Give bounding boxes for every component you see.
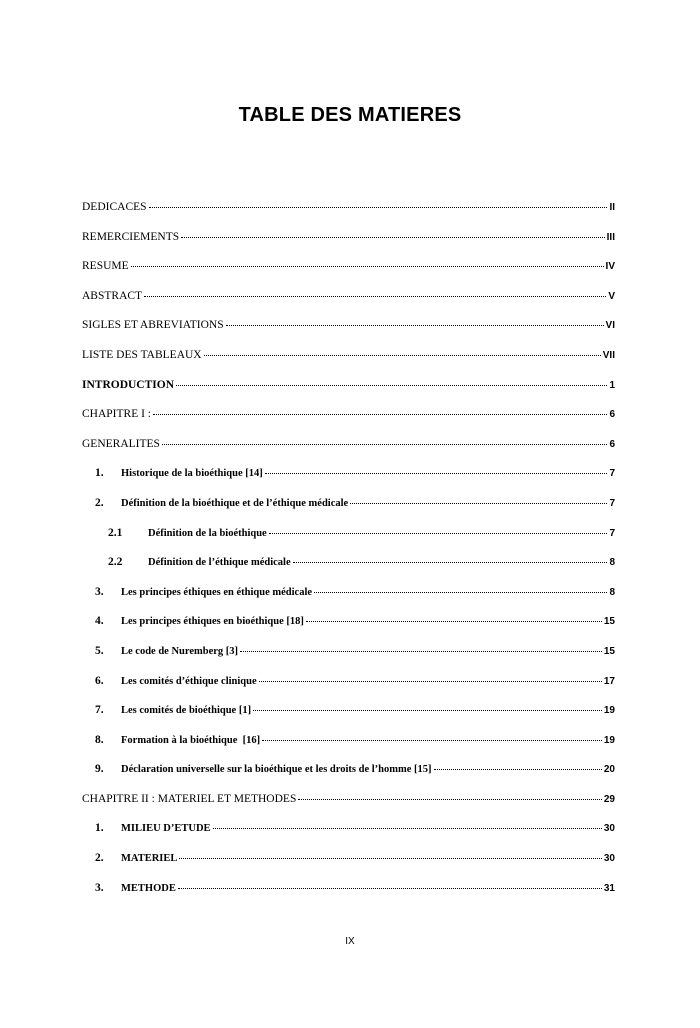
toc-entry-page: 15	[603, 645, 615, 657]
dot-leader	[314, 592, 607, 593]
dot-leader	[253, 710, 602, 711]
toc-entry[interactable]	[82, 675, 615, 705]
dot-leader	[265, 473, 608, 474]
toc-entry-page: 20	[603, 764, 615, 776]
toc-entry[interactable]	[82, 734, 615, 764]
toc-entry[interactable]	[82, 645, 615, 675]
toc-entry-label: CHAPITRE I :	[82, 408, 151, 421]
toc-entry-page: 6	[609, 409, 615, 421]
toc-entry[interactable]	[82, 408, 615, 438]
toc-entry-label: Déclaration universelle sur la bioéthique et les droits de l’homme [15]	[121, 764, 432, 776]
toc-entry[interactable]	[82, 527, 615, 557]
toc-entry-label: SIGLES ET ABREVIATIONS	[82, 319, 224, 332]
toc-entry-number: 2.	[95, 496, 104, 509]
toc-entry-label: MILIEU D’ETUDE	[121, 823, 211, 835]
toc-entry[interactable]	[82, 260, 615, 290]
toc-entry[interactable]	[82, 793, 615, 823]
toc-entry-label: INTRODUCTION	[82, 378, 175, 391]
dot-leader	[213, 828, 602, 829]
toc-entry-label: Les principes éthiques en bioéthique [18]	[121, 616, 304, 628]
toc-entry-label: LISTE DES TABLEAUX	[82, 348, 202, 361]
toc-entry[interactable]	[82, 763, 615, 793]
toc-entry-label: REMERCIEMENTS	[82, 230, 180, 243]
toc-entry-page: VII	[602, 349, 615, 361]
toc-entry[interactable]	[82, 467, 615, 497]
toc-entry[interactable]	[82, 349, 615, 379]
toc-entry-number: 1.	[95, 822, 104, 835]
toc-entry[interactable]	[82, 852, 615, 882]
toc-entry-label: Définition de l’éthique médicale	[148, 557, 291, 569]
toc-entry[interactable]	[82, 319, 615, 349]
toc-entry[interactable]	[82, 586, 615, 616]
toc-entry-label: Définition de la bioéthique et de l’éthique médicale	[121, 497, 349, 509]
toc-entry-page: 19	[603, 705, 615, 717]
toc-entry-page: VI	[605, 320, 615, 332]
toc-entry[interactable]	[82, 379, 615, 409]
toc-entry-page: 7	[609, 468, 615, 480]
page-title: TABLE DES MATIERES	[238, 104, 462, 126]
table-of-contents	[82, 201, 615, 911]
toc-entry[interactable]	[82, 497, 615, 527]
toc-entry-label: DEDICACES	[82, 201, 147, 213]
toc-entry-label: Les comités de bioéthique [1]	[121, 705, 252, 717]
toc-entry[interactable]	[82, 201, 615, 231]
toc-entry-number: 3.	[95, 585, 104, 598]
dot-leader	[269, 533, 608, 534]
toc-entry-label: RESUME	[82, 260, 129, 273]
toc-entry-number: 2.1	[108, 526, 123, 539]
toc-entry-page: 6	[609, 438, 615, 450]
dot-leader	[149, 207, 608, 208]
dot-leader	[204, 355, 601, 356]
toc-entry-page: 8	[609, 557, 615, 569]
dot-leader	[306, 621, 602, 622]
dot-leader	[176, 385, 607, 386]
dot-leader	[131, 266, 604, 267]
toc-entry-number: 9.	[95, 763, 104, 776]
dot-leader	[262, 740, 602, 741]
toc-entry[interactable]	[82, 438, 615, 468]
toc-entry-page: III	[606, 231, 615, 243]
toc-entry-page: IV	[605, 261, 615, 273]
toc-entry-label: Les principes éthiques en éthique médicale	[121, 586, 313, 598]
toc-entry-label: METHODE	[121, 882, 176, 894]
toc-entry-label: Historique de la bioéthique [14]	[121, 468, 263, 480]
toc-entry-label: Les comités d’éthique clinique	[121, 675, 257, 687]
toc-entry[interactable]	[82, 290, 615, 320]
toc-entry-label: Formation à la bioéthique [16]	[121, 734, 261, 746]
toc-entry-page: II	[609, 202, 615, 213]
dot-leader	[144, 296, 606, 297]
dot-leader	[226, 325, 604, 326]
toc-entry[interactable]	[82, 704, 615, 734]
toc-entry-number: 7.	[95, 704, 104, 717]
toc-entry[interactable]	[82, 882, 615, 912]
toc-entry-page: 17	[603, 675, 615, 687]
toc-entry-number: 2.	[95, 852, 104, 865]
toc-entry-label: MATERIEL	[121, 853, 178, 865]
dot-leader	[240, 651, 602, 652]
dot-leader	[293, 562, 608, 563]
toc-entry-label: Définition de la bioéthique	[148, 527, 267, 539]
dot-leader	[259, 681, 602, 682]
toc-entry-number: 3.	[95, 881, 104, 894]
dot-leader	[153, 414, 607, 415]
toc-entry-number: 8.	[95, 733, 104, 746]
dot-leader	[179, 858, 601, 859]
toc-entry-page: 30	[603, 823, 615, 835]
toc-entry-page: 30	[603, 853, 615, 865]
toc-entry-page: 31	[603, 882, 615, 894]
toc-entry-number: 6.	[95, 674, 104, 687]
dot-leader	[434, 769, 602, 770]
page-number: IX	[345, 936, 355, 947]
toc-entry-number: 1.	[95, 467, 104, 480]
toc-entry-page: 7	[609, 527, 615, 539]
toc-entry-label: GENERALITES	[82, 437, 160, 450]
toc-entry-label: ABSTRACT	[82, 289, 143, 302]
toc-entry-page: 19	[603, 734, 615, 746]
dot-leader	[178, 888, 602, 889]
toc-entry-page: 1	[609, 379, 615, 391]
toc-entry-number: 5.	[95, 644, 104, 657]
dot-leader	[162, 444, 608, 445]
toc-entry[interactable]	[82, 556, 615, 586]
toc-entry[interactable]	[82, 231, 615, 261]
toc-entry-label: Le code de Nuremberg [3]	[121, 645, 239, 657]
toc-entry-page: 29	[603, 793, 615, 805]
toc-entry-number: 4.	[95, 615, 104, 628]
toc-entry-page: 15	[603, 616, 615, 628]
toc-entry-page: V	[608, 290, 615, 302]
toc-entry[interactable]	[82, 615, 615, 645]
toc-entry-page: 7	[609, 497, 615, 509]
toc-entry-label: CHAPITRE II : MATERIEL ET METHODES	[82, 792, 297, 805]
dot-leader	[350, 503, 607, 504]
dot-leader	[298, 799, 602, 800]
toc-entry-page: 8	[609, 586, 615, 598]
toc-entry-number: 2.2	[108, 556, 123, 569]
toc-entry[interactable]	[82, 822, 615, 852]
dot-leader	[181, 237, 605, 238]
